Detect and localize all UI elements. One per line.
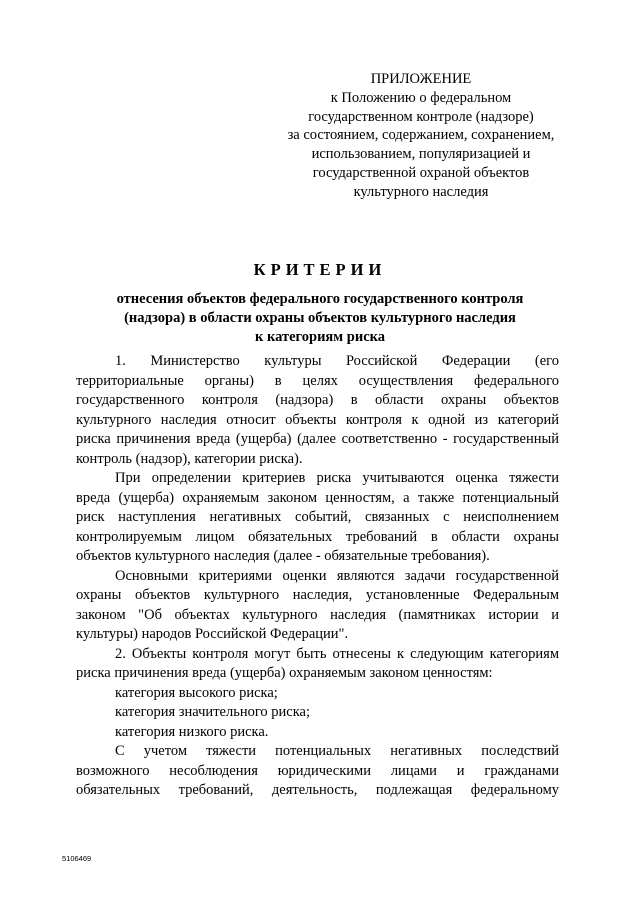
body-line: Основными критериями оценки являются задачи государственной [115, 567, 559, 584]
body-line: объектов культурного наследия (далее - обязательные требования). [76, 548, 490, 564]
body-line: При определении критериев риска учитываются оценка тяжести [115, 470, 559, 486]
subtitle-line: (надзора) в области охраны объектов культурного наследия [124, 310, 516, 326]
document-subtitle [60, 290, 580, 347]
appendix-line: культурного наследия [353, 183, 489, 200]
list-item: категория низкого риска. [115, 723, 269, 740]
body-line: риска причинения вреда (ущерба) (далее соответственно - государственный [76, 431, 559, 447]
appendix-line: государственном контроле (надзоре) [308, 108, 534, 125]
body-line: риска причинения вреда (ущерба) охраняемым законом ценностям: [76, 665, 493, 681]
appendix-line: за состоянием, содержанием, сохранением, [287, 127, 555, 144]
body-line: территориальные органы) в целях осуществления федерального [76, 372, 559, 389]
document-code: 5106469 [62, 854, 92, 863]
document-body [76, 352, 559, 801]
document-title: КРИТЕРИИ [253, 260, 387, 279]
body-line: 2. Объекты контроля могут быть отнесены к следующим категориям [115, 645, 559, 662]
appendix-header [268, 70, 574, 202]
body-line: законом "Об объектах культурного наследия (памятниках истории и [76, 606, 559, 623]
body-line: обязательных требований, деятельность, подлежащая федеральному [76, 782, 559, 798]
body-line: контролируемым лицом обязательных требований в области охраны [76, 528, 559, 545]
body-line: возможного несоблюдения юридическими лицами и гражданами [76, 762, 559, 779]
appendix-line: использованием, популяризацией и [311, 146, 531, 163]
body-line: государственного контроля (надзора) в области охраны объектов [76, 392, 559, 408]
body-line: 1. Министерство культуры Российской Федерации (его [115, 353, 559, 369]
subtitle-line: отнесения объектов федерального государственного контроля [116, 291, 524, 307]
list-item: категория значительного риска; [115, 704, 311, 720]
subtitle-line: к категориям риска [254, 329, 386, 345]
appendix-line: к Положению о федеральном [330, 89, 512, 106]
appendix-title: ПРИЛОЖЕНИЕ [370, 71, 472, 87]
body-line: культуры) народов Российской Федерации". [76, 626, 349, 642]
list-item: категория высокого риска; [115, 684, 278, 701]
body-line: риск наступления негативных событий, связанных с неисполнением [76, 509, 559, 525]
appendix-line: государственной охраной объектов [312, 164, 530, 181]
body-line: С учетом тяжести потенциальных негативных последствий [115, 743, 559, 759]
body-line: вреда (ущерба) охраняемым законом ценностям, а также потенциальный [76, 489, 559, 506]
body-line: охраны объектов культурного наследия, установленные Федеральным [76, 587, 559, 603]
body-line: контроль (надзор), категории риска). [76, 450, 303, 467]
body-line: культурного наследия относит объекты контроля к одной из категорий [76, 411, 559, 428]
